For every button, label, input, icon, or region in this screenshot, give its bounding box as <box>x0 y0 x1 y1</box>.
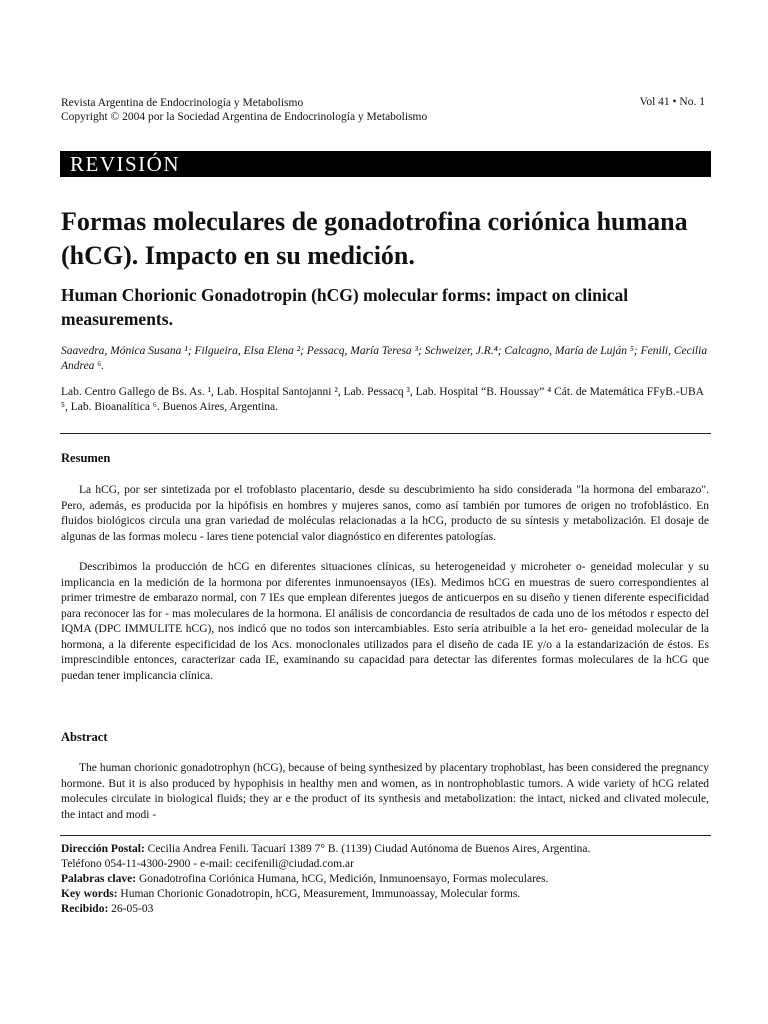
resumen-paragraph-2: Describimos la producción de hCG en diferentes situaciones clínicas, su heterogeneidad y microheter o- geneidad molecular y su implicancia en la medición de la hormona por diferentes inmunoensayos (IEs). Medimos hCG en muestras de suero correspondientes al primer trimestre de embarazo normal, con 7 IEs que emplean diferentes juegos de anticuerpos en su diseño y tienen diferente especificidad para reconocer las for - mas moleculares de la hormona. El análisis de concordancia de resultados de cada uno de los métodos r especto del IQMA (DPC IMMULITE hCG), nos indicó que no todos son intercambiables. Esto sería atribuible a la het ero- geneidad molecular de la hormona, a la diferente especificidad de los Acs. monoclonales utilizados para el diseño de cada IE y/o a la estandarización de éstos. Es imprescindible entonces, caracterizar cada IE, examinando su capacidad para detectar las diferentes formas moleculares de la hCG que puedan tener implicancia clínica. <box>61 561 709 682</box>
article-subtitle: Human Chorionic Gonadotropin (hCG) molecular forms: impact on clinical measurements. <box>61 285 629 329</box>
keywords-en-value: Human Chorionic Gonadotropin, hCG, Measurement, Immunoassay, Molecular forms. <box>120 888 521 900</box>
divider <box>60 433 711 434</box>
received-value: 26-05-03 <box>111 903 154 915</box>
affiliations: Lab. Centro Gallego de Bs. As. ¹, Lab. Hospital Santojanni ², Lab. Pessacq ³, Lab. Hospital “B. Houssay” ⁴ Cát. de Matemática FFyB.-UBA ⁵, Lab. Bioanalítica ⁶. Buenos Aires, Argentina. <box>61 386 704 413</box>
journal-header <box>61 96 427 124</box>
received-label: Recibido: <box>61 903 109 915</box>
article-footer <box>61 842 711 917</box>
keywords-es-line <box>61 872 711 887</box>
section-label: REVISIÓN <box>60 151 711 177</box>
abstract-heading: Abstract <box>61 730 108 744</box>
resumen-heading: Resumen <box>61 451 111 465</box>
contact-line: Teléfono 054-11-4300-2900 - e-mail: cecifenili@ciudad.com.ar <box>61 858 354 870</box>
resumen-paragraph-1: La hCG, por ser sintetizada por el trofoblasto placentario, desde su descubrimiento ha sido considerada "la hormona del embarazo". Pero, además, es producida por la hipófisis en hombres y mujeres sanos, como así también por tumores de origen no trofoblástico. En fluidos biológicos circula una gran variedad de moléculas relacionadas a la hCG, producto de su síntesis y metabolización. El dosaje de algunas de las formas molecu - lares tiene potencial valor diagnóstico en diferentes patologías. <box>61 484 709 543</box>
keywords-es-value: Gonadotrofina Coriónica Humana, hCG, Medición, Inmunoensayo, Formas moleculares. <box>138 873 549 885</box>
postal-value: Cecilia Andrea Fenili. Tacuarí 1389 7° B. (1139) Ciudad Autónoma de Buenos Aires, Argentina. <box>147 843 591 855</box>
volume-number: Vol 41 • No. 1 <box>639 96 705 108</box>
abstract-paragraph-1: The human chorionic gonadotrophyn (hCG), because of being synthesized by placentary trophoblast, has been considered the pregnancy hormone. But it is also produced by hypophisis in healthy men and women, as in nontrophoblastic tumors. A wide variety of hCG related molecules circulate in biological fluids; they ar e the product of its synthesis and metabolization: the intact, nicked and clivated molecule, the intact and modi - <box>61 762 709 821</box>
keywords-en-label: Key words: <box>61 888 118 900</box>
author-list: Saavedra, Mónica Susana ¹; Filgueira, Elsa Elena ²; Pessacq, María Teresa ³; Schweizer, J.R.⁴; Calcagno, María de Luján ⁵; Fenili, Cecilia Andrea ⁶. <box>61 345 708 372</box>
article-title: Formas moleculares de gonadotrofina coriónica humana (hCG). Impacto en su medición. <box>61 207 688 270</box>
keywords-es-label: Palabras clave: <box>61 873 137 885</box>
journal-copyright: Copyright © 2004 por la Sociedad Argentina de Endocrinología y Metabolismo <box>61 111 428 123</box>
postal-label: Dirección Postal: <box>61 843 145 855</box>
divider <box>60 835 711 836</box>
keywords-en-line <box>61 887 711 902</box>
postal-address-line <box>61 842 711 857</box>
received-line <box>61 902 711 917</box>
journal-name: Revista Argentina de Endocrinología y Metabolismo <box>61 97 304 109</box>
